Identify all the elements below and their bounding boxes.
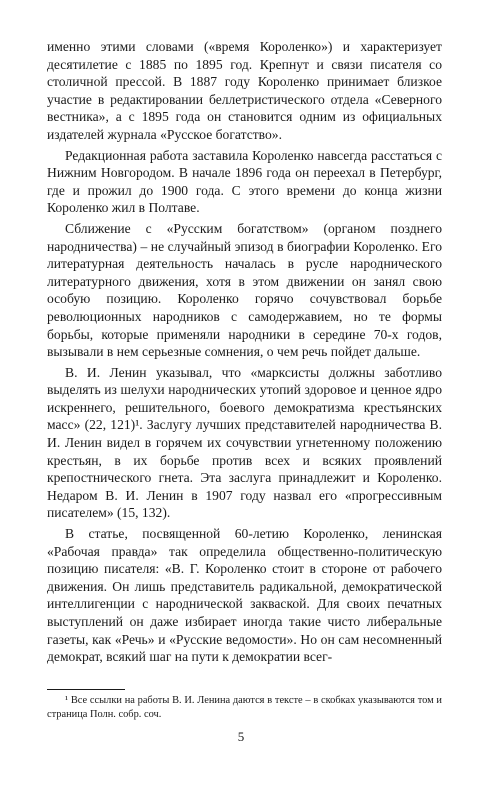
page-number: 5: [237, 729, 245, 744]
paragraph-5: В статье, посвященной 60-летию Короленко, ленинская «Рабочая правда» так определила общественно-политическую позицию писателя: «В. Г. Короленко стоит в стороне от рабочего движения. Он лишь представитель радикальной, демократической интеллигенции с народнической закваской. Для своих печатных выступлений он даже избирает иногда такие чисто либеральные газеты, как «Речь» и «Русские ведомости». Но он сам несомненный демократ, всякий шаг на пути к демократии всег-: [47, 526, 442, 665]
paragraph-2: Редакционная работа заставила Короленко навсегда расстаться с Нижним Новгородом. В начале 1896 года он переехал в Петербург, где и прожил до 1900 года. С этого времени до конца жизни Короленко жил в Полтаве.: [47, 147, 442, 216]
body-text: [47, 38, 442, 669]
footnote-divider: [47, 689, 125, 690]
paragraph-3: Сближение с «Русским богатством» (органом позднего народничества) – не случайный эпизод в биографии Короленко. Его литературная деятельность началась в русле народнического литературного движения, хотя в этом движении он занял свою особую позицию. Короленко горячо сочувствовал борьбе революционных народников с самодержавием, но те формы борьбы, которые применяли народники в середине 70-х годов, вызывали в нем серьезные сомнения, о чем речь пойдет дальше.: [47, 220, 442, 360]
paragraph-4: В. И. Ленин указывал, что «марксисты должны заботливо выделять из шелухи народнических утопий здоровое и ценное ядро искреннего, решительного, боевого демократизма крестьянских масс» (22, 121)¹. Заслугу лучших представителей народничества В. И. Ленин видел в горячем их сочувствии угнетенному положению крестьян, в их борьбе против всех и всяких проявлений крепостнического гнета. Эта заслуга принадлежит и Короленко. Недаром В. И. Ленин в 1907 году назвал его «прогрессивным писателем» (15, 132).: [47, 364, 442, 521]
paragraph-1: именно этими словами («время Короленко») и характеризует десятилетие с 1885 по 1895 год. Крепнут и связи писателя со столичной прессой. В 1887 году Короленко принимает близкое участие в редактировании беллетристического отдела «Северного вестника», а с 1895 года он становится одним из официальных издателей журнала «Русское богатство».: [47, 39, 442, 142]
footnote: ¹ Все ссылки на работы В. И. Ленина даются в тексте – в скобках указываются том и страница Полн. собр. соч.: [47, 695, 442, 720]
